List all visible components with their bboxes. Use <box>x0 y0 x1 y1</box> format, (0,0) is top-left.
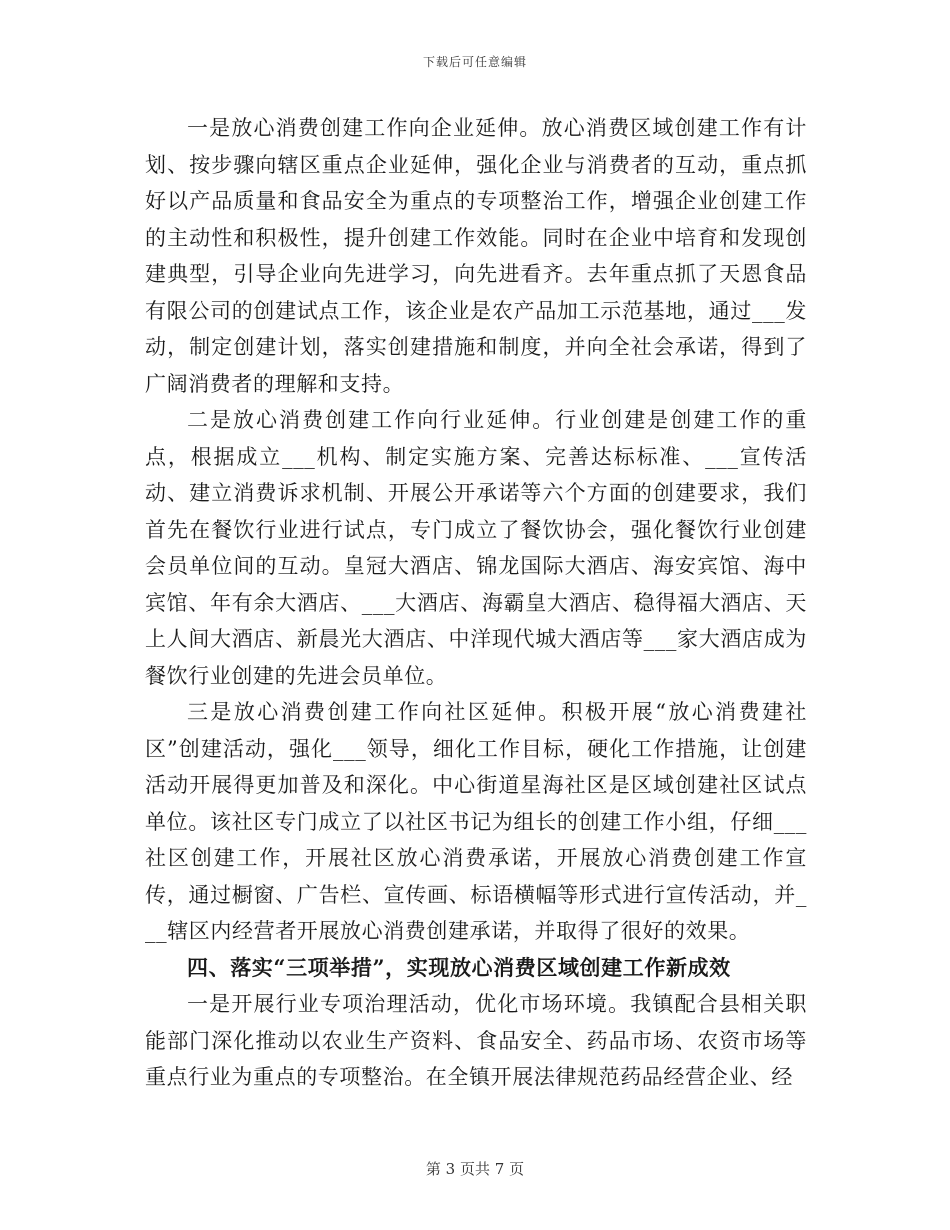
paragraph-enterprise: 一是放心消费创建工作向企业延伸。放心消费区域创建工作有计划、按步骤向辖区重点企业延伸，强化企业与消费者的互动，重点抓好以产品质量和食品安全为重点的专项整治工作，增强企业创建工作的主动性和积极性，提升创建工作效能。同时在企业中培育和发现创建典型，引导企业向先进学习，向先进看齐。去年重点抓了天恩食品有限公司的创建试点工作，该企业是农产品加工示范基地，通过___发动，制定创建计划，落实创建措施和制度，并向全社会承诺，得到了广阔消费者的理解和支持。 <box>145 116 807 396</box>
paragraph-industry: 二是放心消费创建工作向行业延伸。行业创建是创建工作的重点，根据成立___机构、制定实施方案、完善达标标准、___宣传活动、建立消费诉求机制、开展公开承诺等六个方面的创建要求，我们首先在餐饮行业进行试点，专门成立了餐饮协会，强化餐饮行业创建会员单位间的互动。皇冠大酒店、锦龙国际大酒店、海安宾馆、海中宾馆、年有余大酒店、___大酒店、海霸皇大酒店、稳得福大酒店、天上人间大酒店、新晨光大酒店、中洋现代城大酒店等___家大酒店成为餐饮行业创建的先进会员单位。 <box>145 408 807 688</box>
section-heading: 四、落实“三项举措”，实现放心消费区域创建工作新成效 <box>187 954 731 980</box>
document-body <box>145 110 807 1096</box>
page-footer: 第 3 页共 7 页 <box>425 1160 525 1178</box>
page-header: 下载后可任意编辑 <box>422 55 527 69</box>
paragraph-community: 三是放心消费创建工作向社区延伸。积极开展“放心消费建社区”创建活动，强化___领导，细化工作目标，硬化工作措施，让创建活动开展得更加普及和深化。中心街道星海社区是区域创建社区试点单位。该社区专门成立了以社区书记为组长的创建工作小组，仔细___社区创建工作，开展社区放心消费承诺，开展放心消费创建工作宣传，通过橱窗、广告栏、宣传画、标语横幅等形式进行宣传活动，并___辖区内经营者开展放心消费创建承诺，并取得了很好的效果。 <box>145 700 807 943</box>
paragraph-governance: 一是开展行业专项治理活动，优化市场环境。我镇配合县相关职能部门深化推动以农业生产资料、食品安全、药品市场、农资市场等重点行业为重点的专项整治。在全镇开展法律规范药品经营企业、经 <box>145 992 807 1089</box>
